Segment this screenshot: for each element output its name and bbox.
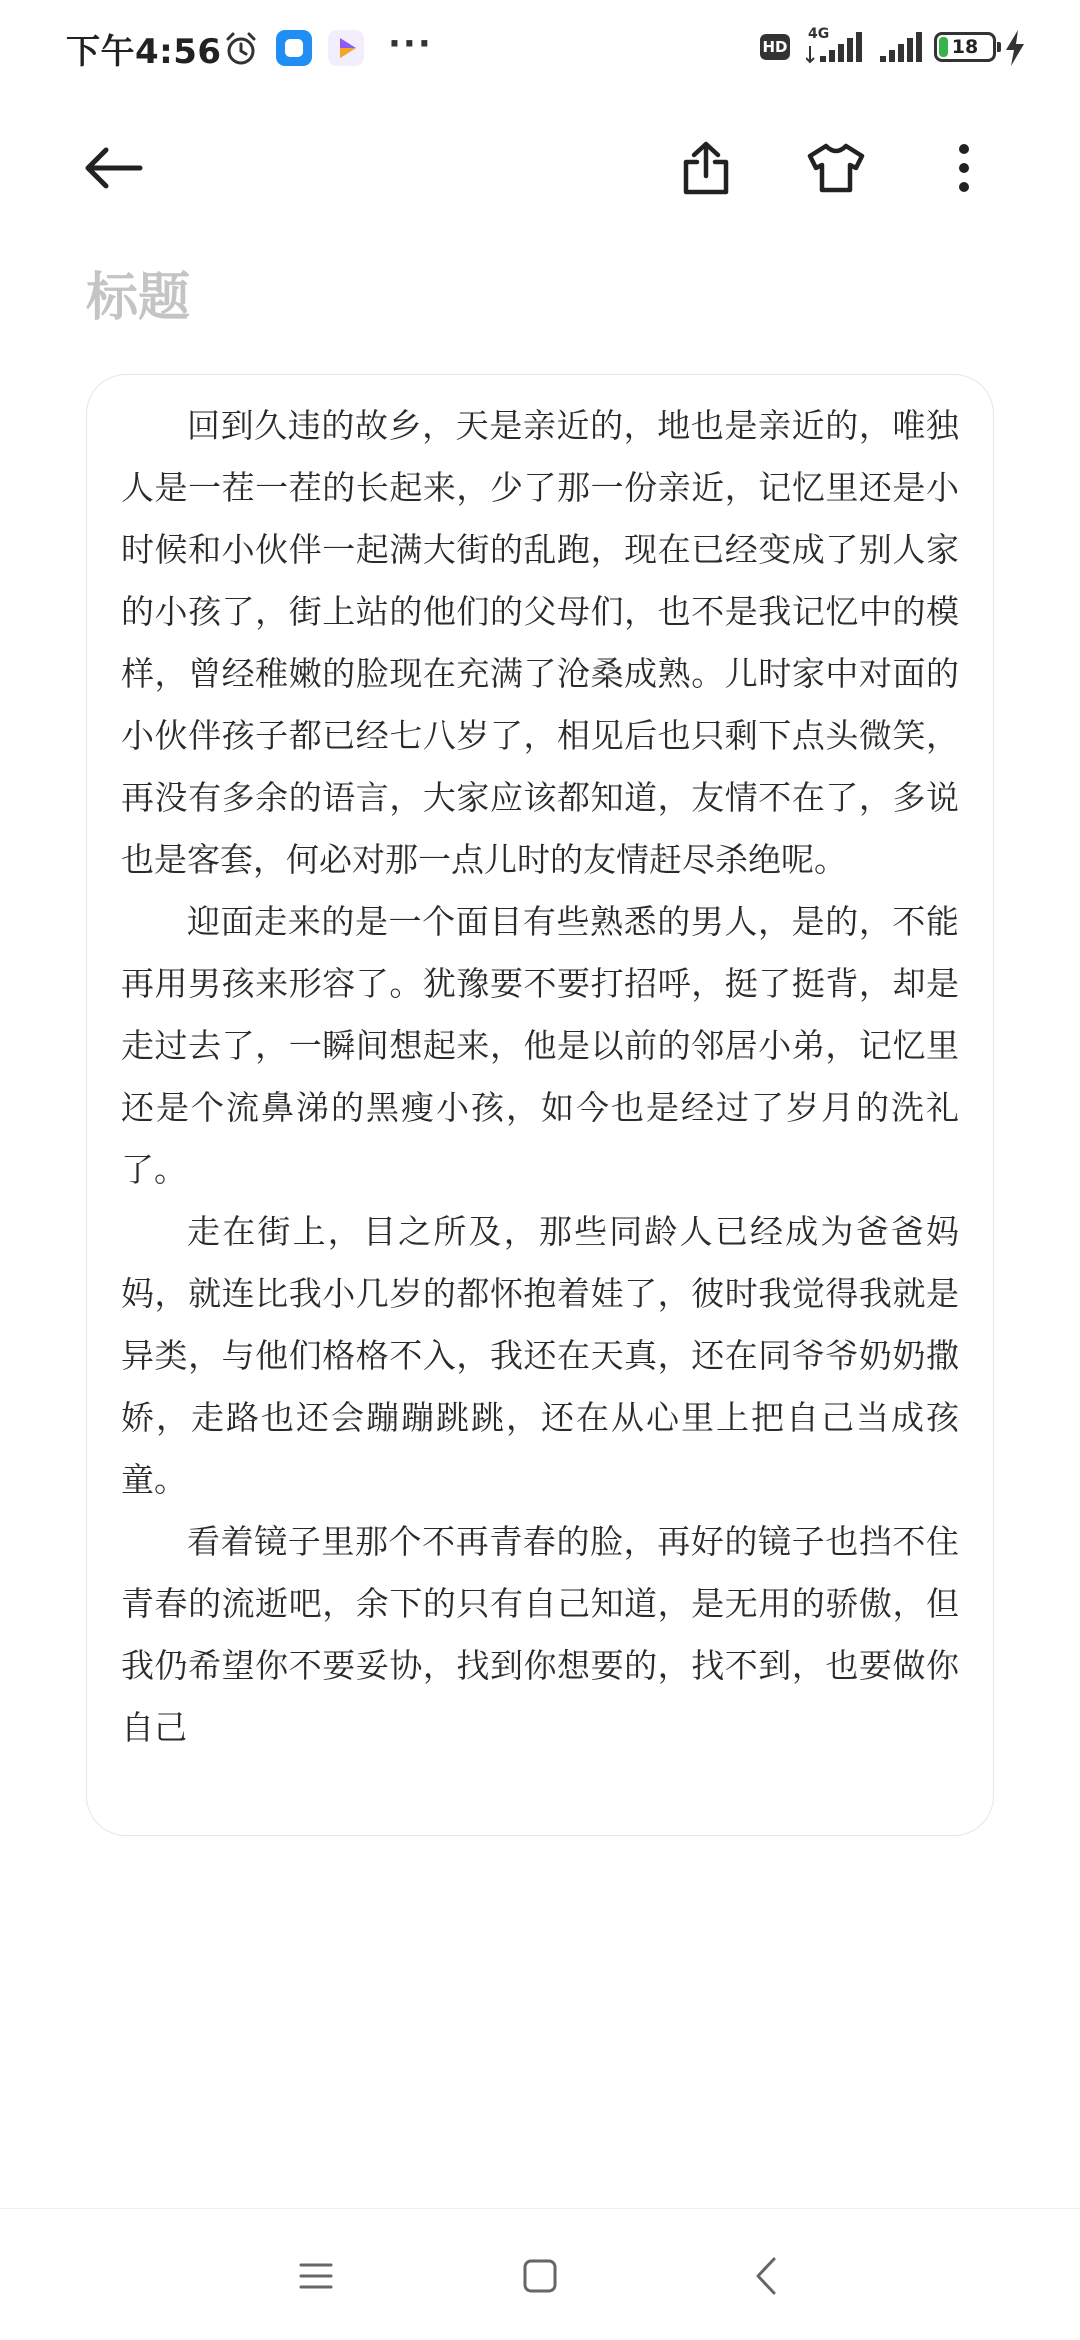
recent-apps-button[interactable]	[276, 2236, 356, 2316]
shirt-icon	[806, 142, 866, 194]
more-vertical-icon	[956, 143, 972, 193]
back-arrow-icon	[82, 146, 146, 190]
alarm-icon	[222, 30, 260, 68]
app-icon-play	[328, 30, 364, 66]
navigation-bar	[0, 2210, 1080, 2340]
note-paragraph[interactable]: 看着镜子里那个不再青春的脸，再好的镜子也挡不住青春的流逝吧，余下的只有自己知道，是无用的骄傲，但我仍希望你不要妥协，找到你想要的，找不到，也要做你自己	[121, 1522, 959, 1747]
status-bar	[0, 0, 1080, 96]
signal-icon	[806, 30, 862, 64]
theme-button[interactable]	[788, 120, 884, 216]
battery-icon	[934, 32, 996, 62]
more-options-button[interactable]	[916, 120, 1012, 216]
app-icon-blue	[276, 30, 312, 66]
share-icon	[680, 140, 732, 196]
status-time: 下午4:56	[66, 32, 222, 72]
more-notifications-icon: ···	[388, 24, 433, 64]
recent-apps-icon	[299, 2261, 333, 2291]
back-icon	[754, 2256, 778, 2296]
share-button[interactable]	[658, 120, 754, 216]
charging-icon	[1004, 30, 1026, 66]
note-paragraph[interactable]: 迎面走来的是一个面目有些熟悉的男人，是的，不能再用男孩来形容了。犹豫要不要打招呼，挺了挺背，却是走过去了，一瞬间想起来，他是以前的邻居小弟，记忆里还是个流鼻涕的黑瘦小孩，如今也是经过了岁月的洗礼了。	[121, 902, 959, 1189]
home-button[interactable]	[500, 2236, 580, 2316]
toolbar	[0, 120, 1080, 220]
note-content-card[interactable]	[86, 374, 994, 1836]
home-icon	[522, 2258, 558, 2294]
hd-badge: HD	[760, 34, 790, 60]
nav-divider	[0, 2208, 1080, 2209]
battery-level: 18	[951, 36, 979, 58]
back-nav-button[interactable]	[726, 2236, 806, 2316]
signal-icon-2	[880, 30, 924, 64]
note-paragraph[interactable]: 回到久违的故乡，天是亲近的，地也是亲近的，唯独人是一茬一茬的长起来，少了那一份亲近，记忆里还是小时候和小伙伴一起满大街的乱跑，现在已经变成了别人家的小孩了，街上站的他们的父母们，也不是我记忆中的模样，曾经稚嫩的脸现在充满了沧桑成熟。儿时家中对面的小伙伴孩子都已经七八岁了，相见后也只剩下点头微笑，再没有多余的语言，大家应该都知道，友情不在了，多说也是客套，何必对那一点儿时的友情赶尽杀绝呢。	[121, 406, 959, 879]
title-input[interactable]: 标题	[86, 268, 191, 328]
note-paragraph[interactable]: 走在街上，目之所及，那些同龄人已经成为爸爸妈妈，就连比我小几岁的都怀抱着娃了，彼时我觉得我就是异类，与他们格格不入，我还在天真，还在同爷爷奶奶撒娇，走路也还会蹦蹦跳跳，还在从心里上把自己当成孩童。	[121, 1212, 959, 1499]
network-type-label: 4G	[808, 26, 830, 42]
back-button[interactable]	[66, 120, 162, 216]
